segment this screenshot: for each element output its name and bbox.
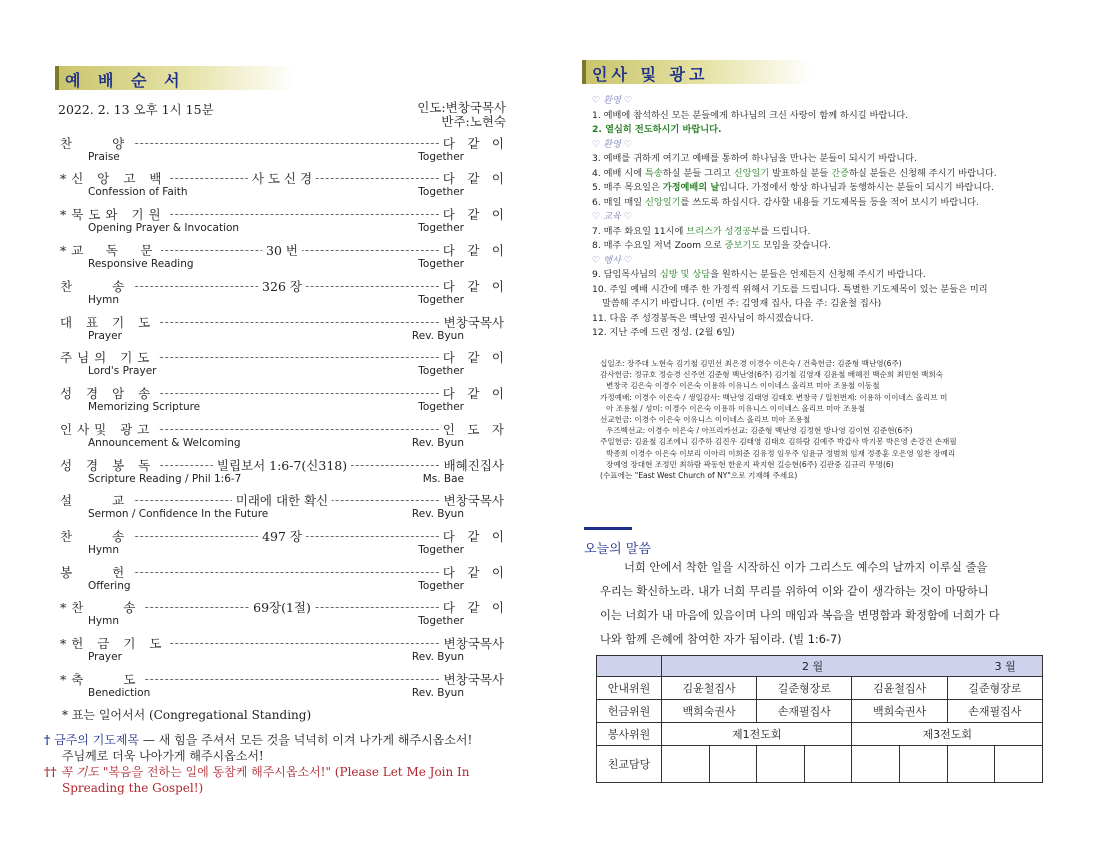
- order-item-title: *헌 금 기 도: [60, 634, 170, 652]
- order-item-title: *묵도와 기원: [60, 205, 170, 223]
- order-item-english: Scripture Reading / Phil 1:6-7: [88, 473, 242, 485]
- duty-cell: 제1전도회: [662, 723, 852, 746]
- order-item-leader-english: Together: [418, 544, 464, 556]
- order-item-leader-english: Together: [418, 186, 464, 198]
- must-prayer-text-2: Spreading the Gospel!): [62, 781, 204, 795]
- duty-cell: [852, 746, 900, 783]
- duty-row: [597, 746, 1043, 783]
- order-item: [60, 277, 504, 311]
- order-item-title: 설 교: [60, 491, 133, 509]
- offering-line: 아 조용철 / 성미: 이경수 이은숙 이용하 이유니스 이이네스 올리브 미아 조용철: [606, 403, 866, 413]
- offering-line: (수표에는 "East West Church of NY"으로 기재해 주세요): [600, 471, 798, 481]
- order-item-leader: 다 같 이: [439, 384, 504, 402]
- order-item-leader: 인 도 자: [439, 420, 504, 438]
- order-item-leader-english: Together: [418, 258, 464, 270]
- announcement-item: 6. 매일 매일 신앙일기를 쓰도록 하십시다. 감사할 내용들 기도제목들 등을 적어 보시기 바랍니다.: [592, 196, 979, 208]
- order-item-leader: 다 같 이: [439, 348, 504, 366]
- order-item-leader: 다 같 이: [439, 205, 504, 223]
- duty-cell: 김윤철집사: [662, 677, 757, 700]
- order-item-leader: 다 같 이: [439, 169, 504, 187]
- order-item-leader: 다 같 이: [439, 277, 504, 295]
- duty-cell: 길준형장로: [757, 677, 852, 700]
- duty-header-row: [597, 656, 1043, 677]
- order-item-english: Benediction: [88, 687, 151, 699]
- must-prayer-text: "복음을 전하는 일에 동참케 해주시옵소서!" (Please Let Me Join In: [102, 765, 470, 779]
- order-item-leader-english: Ms. Bae: [422, 473, 464, 485]
- scripture-line: 이는 너희가 내 마음에 있음이며 나의 매임과 복음을 변명함과 확정함에 너희가 다: [600, 609, 1000, 622]
- worship-order-banner: [55, 66, 295, 90]
- prayer-topic-text-2: 주님께로 더욱 나아가게 해주시옵소서!: [62, 749, 264, 763]
- order-item-detail: 69장(1절): [249, 598, 315, 616]
- banner-accent: [55, 66, 59, 90]
- must-prayer: [44, 764, 514, 796]
- order-item: [60, 134, 504, 168]
- order-item-title: 성 경 암 송: [60, 384, 159, 402]
- cross-icon: †: [44, 733, 51, 747]
- order-item-leader: 배혜진집사: [440, 456, 504, 474]
- order-item-leader-english: Together: [418, 365, 464, 377]
- duty-cell: 길준형장로: [947, 677, 1042, 700]
- offering-line: 감사헌금: 정규호 정승경 신주연 김준형 백난영(6주) 김기철 김영재 김윤철 배혜진 백순희 최민현 백희숙: [600, 370, 944, 380]
- duty-month-header: [662, 656, 1043, 677]
- standing-note: * 표는 일어서서 (Congregational Standing): [62, 708, 312, 722]
- must-prayer-label: 꼭 기도: [60, 765, 99, 779]
- order-item-leader-english: Rev. Byun: [411, 651, 464, 663]
- order-item-leader-english: Rev. Byun: [411, 330, 464, 342]
- order-item: [60, 456, 504, 490]
- announcement-item: 12. 지난 주에 드린 정성. (2월 6일): [592, 327, 735, 338]
- announcement-item: 11. 다음 주 성경봉독은 백난영 권사님이 하시겠습니다.: [592, 312, 814, 324]
- order-item-leader: 다 같 이: [439, 563, 504, 581]
- order-item-detail: 30 번: [262, 241, 302, 259]
- service-leader: 인도:변창국목사: [417, 100, 506, 115]
- order-item: [60, 384, 504, 418]
- announcements-list: [592, 94, 1052, 341]
- order-item: [60, 527, 504, 561]
- duty-row: [597, 677, 1043, 700]
- order-item-leader: 변창국목사: [440, 491, 504, 509]
- order-item: [60, 634, 504, 668]
- banner-accent: [582, 60, 586, 84]
- order-item-title: 성 경 봉 독: [60, 456, 159, 474]
- order-item: [60, 169, 504, 203]
- order-item-title: 찬 송: [60, 277, 133, 295]
- service-pianist: 반주:노현숙: [441, 114, 506, 129]
- service-date: 2022. 2. 13 오후 1시 15분: [58, 102, 214, 117]
- duty-cell: [900, 746, 948, 783]
- order-item-leader: 다 같 이: [439, 134, 504, 152]
- order-item-leader: 변창국목사: [440, 670, 504, 688]
- order-item-english: Hymn: [88, 294, 119, 306]
- prayer-topic: [44, 732, 514, 764]
- category-education: ♡ 교육 ♡: [592, 211, 633, 222]
- duty-cell: [947, 746, 995, 783]
- announcement-item: 9. 담임목사님의 심방 및 상담을 원하시는 분들은 언제든지 신청해 주시기 바랍니다.: [592, 269, 926, 280]
- order-item-english: Prayer: [88, 330, 122, 342]
- announcement-item: 4. 예배 시에 특송하실 분들 그리고 신앙일기 발표하실 분들 간증하실 분들은 신청해 주시기 바랍니다.: [592, 167, 997, 179]
- order-item-english: Responsive Reading: [88, 258, 194, 270]
- order-item-english: Sermon / Confidence In the Future: [88, 508, 269, 520]
- order-item-leader-english: Together: [418, 580, 464, 592]
- order-item: [60, 348, 504, 382]
- order-item-title: *찬 송: [60, 598, 144, 616]
- offering-line: 장예영 장대현 조정민 최하람 곽동현 한운지 곽지현 길승현(6주) 김관중 김규리 무명(6): [606, 459, 894, 469]
- order-item-leader: 변창국목사: [440, 313, 504, 331]
- order-item-leader-english: Rev. Byun: [411, 687, 464, 699]
- order-item-title: *신 앙 고 백: [60, 169, 170, 187]
- scripture-passage: [600, 556, 1050, 652]
- order-item: [60, 205, 504, 239]
- duty-row-label: 봉사위원: [597, 723, 662, 746]
- order-item-leader: 다 같 이: [439, 241, 504, 259]
- duty-cell: 백희숙권사: [852, 700, 947, 723]
- worship-order-title: 예 배 순 서: [65, 71, 186, 90]
- scripture-line: 우리는 확신하노라. 내가 너희 무리를 위하여 이와 같이 생각하는 것이 마땅하니: [600, 585, 989, 598]
- announcement-item: 3. 예배를 귀하게 여기고 예배를 통하여 하나님을 만나는 분들이 되시기 바랍니다.: [592, 153, 917, 164]
- order-item-english: Opening Prayer & Invocation: [88, 222, 240, 234]
- prayer-topic-text: — 새 힘을 주셔서 모든 것을 넉넉히 이겨 나가게 해주시옵소서!: [142, 733, 473, 747]
- announcement-item: 7. 매주 화요일 11시에 브리스가 성경공부를 드립니다.: [592, 225, 811, 237]
- offering-line: 가정예배: 이경수 이은숙 / 생일감사: 백난영 김태영 김태호 변창국 / 일천번제: 이용하 이이네스 올리브 미: [600, 392, 948, 402]
- order-item-title: 주님의 기도: [60, 348, 158, 366]
- order-item-detail: 사 도 신 경: [248, 169, 316, 187]
- duty-cell: [804, 746, 852, 783]
- word-title: 오늘의 말씀: [584, 542, 651, 557]
- order-item-detail: 326 장: [258, 277, 306, 295]
- duty-row-label: 안내위원: [597, 677, 662, 700]
- announcement-item: 8. 매주 수요일 저녁 Zoom 으로 중보기도 모임을 갖습니다.: [592, 240, 832, 251]
- order-item-english: Praise: [88, 151, 120, 163]
- order-item-english: Prayer: [88, 651, 122, 663]
- order-item-leader: 다 같 이: [439, 598, 504, 616]
- order-item: [60, 670, 504, 704]
- order-item-title: 봉 헌: [60, 563, 133, 581]
- offering-line: 주일헌금: 김윤철 김조에니 김주하 김진우 김태영 김태호 김하람 김예주 박갑사 박기봉 박은영 손강건 손재필: [600, 437, 957, 447]
- word-title-rule: [584, 527, 632, 530]
- duty-cell: 손재필집사: [947, 700, 1042, 723]
- order-item-detail: 빌립보서 1:6-7(신318): [213, 456, 351, 474]
- announcement-item: 2. 열심히 전도하시기 바랍니다.: [592, 124, 722, 135]
- order-item-leader-english: Together: [418, 294, 464, 306]
- order-item-leader-english: Together: [418, 222, 464, 234]
- category-welcome: ♡ 환영 ♡: [592, 138, 633, 150]
- month-feb: 2 월: [802, 660, 824, 673]
- duty-cell: [995, 746, 1043, 783]
- duty-row-label: 친교담당: [597, 746, 662, 783]
- scripture-line: 나와 함께 은혜에 참여한 자가 됨이라. (빌 1:6-7): [600, 633, 842, 646]
- order-item-leader-english: Rev. Byun: [411, 508, 464, 520]
- announcement-item: 10. 주일 예배 시간에 매주 한 가정씩 위해서 기도를 드립니다. 특별한 기도제목이 있는 분들은 미리: [592, 283, 988, 295]
- duty-roster-table: [596, 655, 1043, 783]
- order-item-english: Announcement & Welcoming: [88, 437, 241, 449]
- order-item-detail: 497 장: [258, 527, 306, 545]
- duty-cell: 백희숙권사: [662, 700, 757, 723]
- duty-cell: 김윤철집사: [852, 677, 947, 700]
- month-mar: 3 월: [994, 660, 1016, 673]
- order-item-leader-english: Together: [418, 401, 464, 413]
- offering-line: 박종희 이경수 이은숙 이보리 이아리 이희준 김유정 임우주 임윤규 정범희 임재 정종훈 오은영 임찬 장예리: [606, 448, 956, 458]
- order-item-title: 대 표 기 도: [60, 313, 159, 331]
- duty-cell: [662, 746, 710, 783]
- duty-cell: 손재필집사: [757, 700, 852, 723]
- order-item-title: 찬 송: [60, 527, 133, 545]
- announcements-title: 인사 및 광고: [592, 65, 709, 84]
- category-welcome: ♡ 환영 ♡: [592, 95, 633, 106]
- scripture-line: 너희 안에서 착한 일을 시작하신 이가 그리스도 예수의 날까지 이루실 줄을: [624, 561, 988, 574]
- order-item: [60, 563, 504, 597]
- prayer-topic-label: 금주의 기도제목: [54, 733, 140, 747]
- order-item-leader-english: Rev. Byun: [411, 437, 464, 449]
- announcements-banner: [582, 60, 812, 84]
- order-item-english: Confession of Faith: [88, 186, 188, 198]
- order-item-english: Memorizing Scripture: [88, 401, 201, 413]
- order-item-leader: 다 같 이: [439, 527, 504, 545]
- order-item-leader: 변창국목사: [440, 634, 504, 652]
- duty-row-label: 헌금위원: [597, 700, 662, 723]
- offering-line: 십일조: 장주대 노현숙 김기철 김민선 최은경 이경수 이은숙 / 건축헌금: 김준형 백난영(6주): [600, 359, 902, 368]
- order-item: [60, 491, 504, 525]
- order-item-english: Hymn: [88, 544, 119, 556]
- order-item: [60, 313, 504, 347]
- order-item-leader-english: Together: [418, 151, 464, 163]
- offering-line: 우즈벡선교: 이경수 이은숙 / 아프리카선교: 김준형 백난영 김정현 방나영 김이현 김준현(6주): [606, 426, 913, 436]
- order-item: [60, 420, 504, 454]
- order-item-title: 찬 양: [60, 134, 133, 152]
- announcement-item: 1. 예배에 참석하신 모든 분들에게 하나님의 크신 사랑이 함께 하시길 바랍니다.: [592, 109, 909, 121]
- duty-row: [597, 723, 1043, 746]
- order-item-english: Lord's Prayer: [88, 365, 157, 377]
- order-item-title: 인사및 광고: [60, 420, 158, 438]
- order-item-leader-english: Together: [418, 615, 464, 627]
- order-item: [60, 598, 504, 632]
- order-item-english: Offering: [88, 580, 131, 592]
- double-cross-icon: ††: [44, 765, 57, 779]
- announcement-item: 5. 매주 목요일은 가정예배의 날입니다. 가정에서 항상 하나님과 동행하시는 분들이 되시기 바랍니다.: [592, 182, 995, 193]
- duty-row: [597, 700, 1043, 723]
- order-item-title: *축 도: [60, 670, 144, 688]
- order-item: [60, 241, 504, 275]
- order-item-title: *교 독 문: [60, 241, 161, 259]
- announcement-item-cont: 말씀해 주시기 바랍니다. (이번 주: 김영재 집사, 다음 주: 김윤철 집사): [602, 298, 882, 309]
- order-item-detail: 미래에 대한 확신: [232, 491, 332, 509]
- duty-header-corner: [597, 656, 662, 677]
- duty-cell: [757, 746, 805, 783]
- offering-line: 변창국 김은숙 이경수 이은숙 이용하 이유니스 이이네스 올리브 미아 조용철 이동철: [606, 381, 880, 391]
- category-event: ♡ 행사 ♡: [592, 254, 633, 266]
- offerings-list: [600, 358, 1020, 481]
- offering-line: 선교헌금: 이경수 이은숙 이유니스 이이네스 올리브 미아 조용철: [600, 415, 811, 425]
- duty-cell: [709, 746, 757, 783]
- duty-cell: 제3전도회: [852, 723, 1043, 746]
- order-item-english: Hymn: [88, 615, 119, 627]
